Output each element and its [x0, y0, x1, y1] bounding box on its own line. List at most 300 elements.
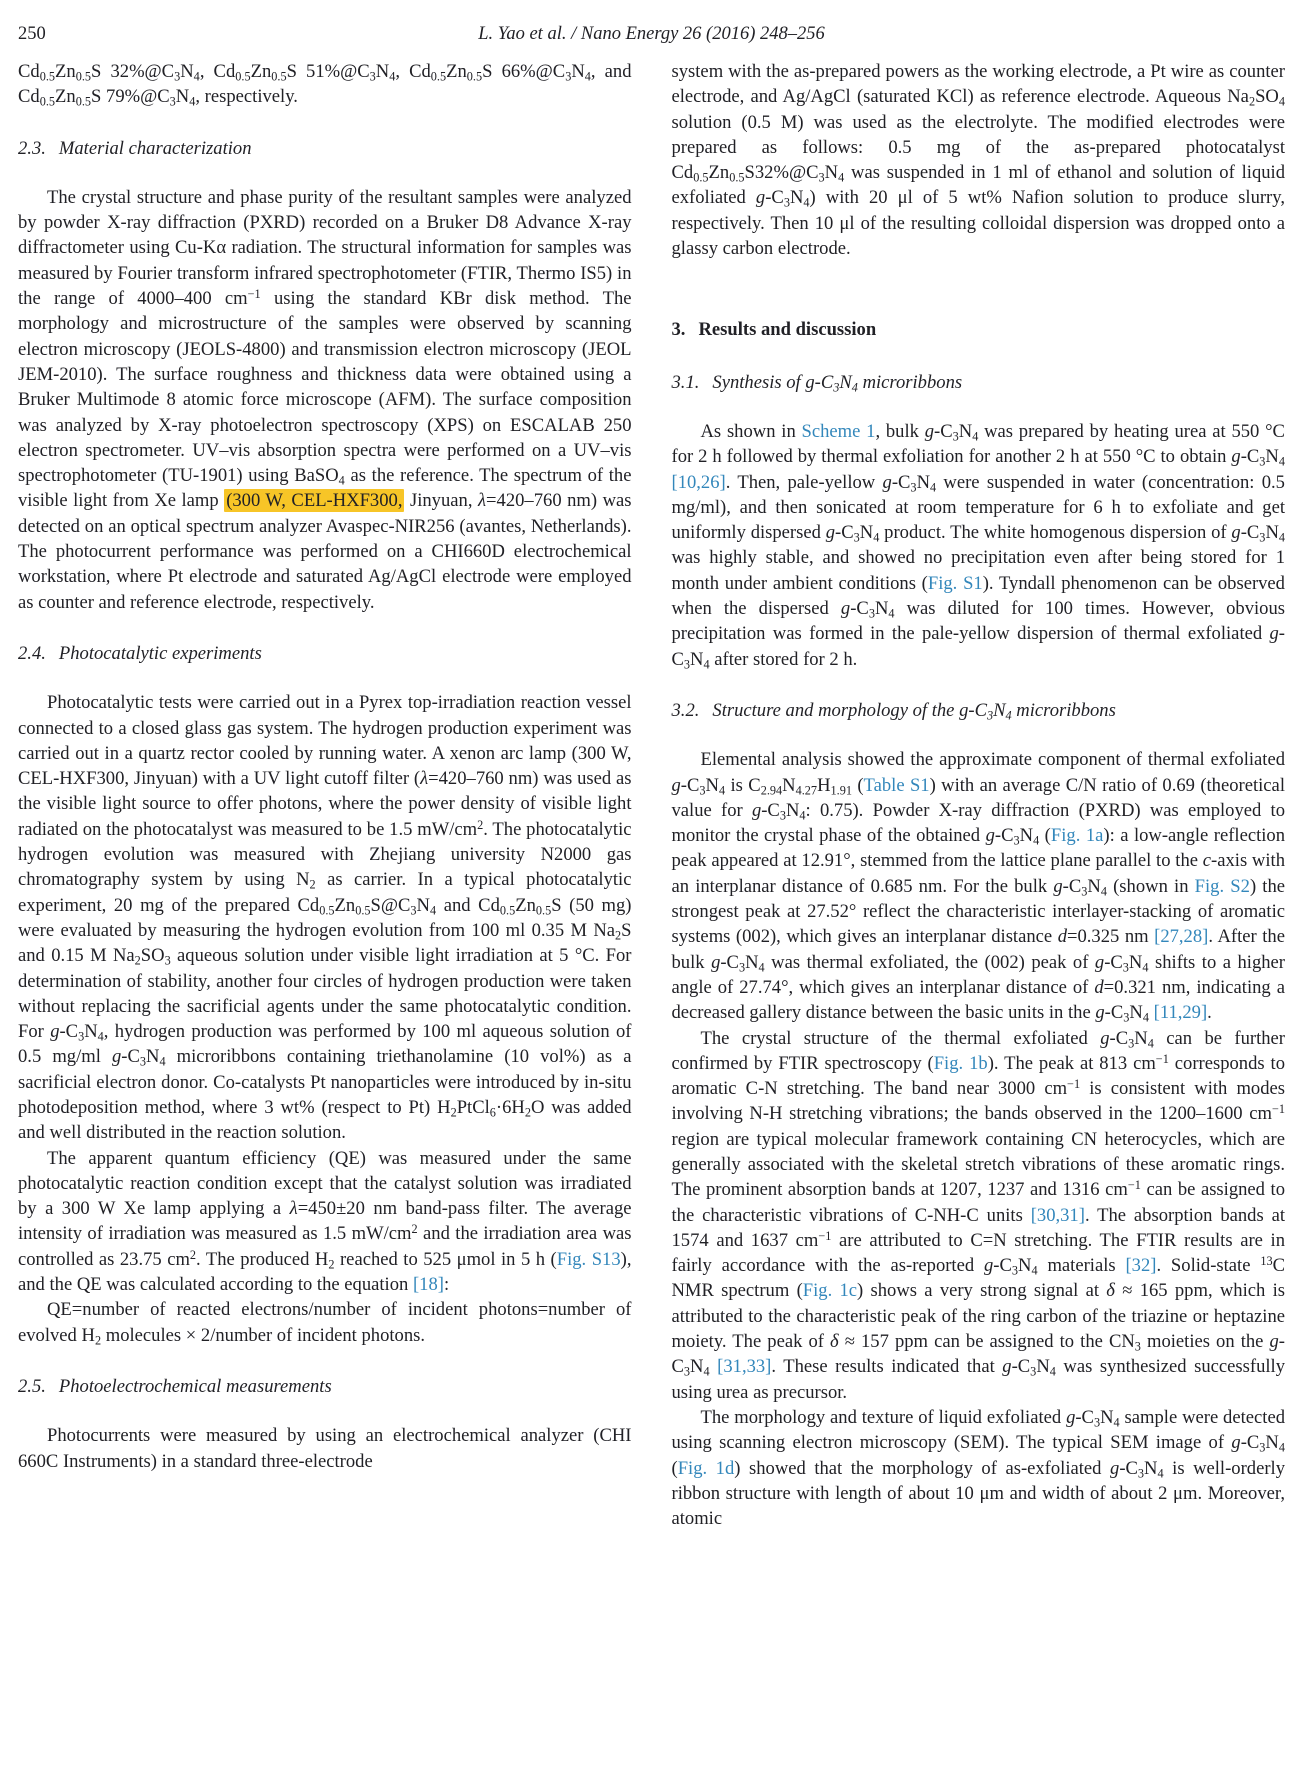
text-run: ( — [671, 1457, 678, 1479]
text-run: The crystal structure and phase purity of the resultant samples were analyzed by powder X-ray diffraction (PXRD) recorded on a Bruker D8 Advance X-ray diffractometer using Cu-Kα radiation. The structural information for samples was measured by Fourier transform infrared spectrophotometer (FTIR, Thermo IS5) in the range of 4000–400 cm — [18, 186, 632, 310]
text-run: −1 — [1271, 1102, 1285, 1117]
text-run: g — [825, 522, 836, 544]
text-run: . — [1207, 1002, 1212, 1024]
text-run: =420–760 nm) was detected on an optical spectrum analyzer Avaspec-NIR256 (avantes, Netherlands). The photocurrent performance was performed on a CHI660D electrochemical workstation, where Pt electrode and saturated Ag/AgCl electrode were employed as counter and reference electrode, respectively. — [18, 490, 632, 613]
text-run: 4 — [1157, 1465, 1164, 1480]
text-run: -C — [1011, 1356, 1031, 1378]
text-run: The apparent quantum efficiency (QE) was measured under the same photocatalytic reaction condition except that the catalyst solution was irradiated by a 300 W Xe lamp applying a — [18, 1147, 632, 1220]
text-run: 3 — [1013, 833, 1020, 848]
text-run: −1 — [818, 1228, 832, 1243]
text-run: Synthesis of g-C — [712, 371, 834, 393]
paragraph — [672, 1026, 1286, 1405]
text-run: ·6H — [495, 1096, 525, 1118]
left-column — [18, 59, 632, 1765]
scheme-1-link[interactable]: Scheme 1 — [801, 420, 876, 442]
text-run: SO — [1255, 86, 1279, 108]
text-run: 2 — [328, 1257, 335, 1272]
paragraph — [18, 59, 632, 110]
page-header — [18, 24, 1285, 50]
text-run: 0.5 — [466, 69, 483, 84]
text-run: 3 — [174, 69, 181, 84]
text-run: Jinyuan, — [404, 490, 478, 512]
text-run: Zn — [446, 61, 467, 82]
text-run: N — [839, 371, 852, 393]
text-run: 2 — [524, 1105, 531, 1120]
text-run: -C — [59, 1021, 79, 1043]
text-run: and Cd — [436, 894, 500, 916]
text-run: ≈ 157 ppm can be assigned to the CN — [838, 1331, 1135, 1353]
text-run: -axis with an interplanar distance of 0.685 nm. For the bulk — [671, 850, 1285, 897]
text-run: =0.325 nm — [1066, 926, 1155, 948]
paragraph — [18, 1146, 632, 1298]
text-run: 2 — [189, 1247, 197, 1262]
text-run: 4 — [1142, 1010, 1149, 1025]
text-run: can be further confirmed by FTIR spectroscopy ( — [671, 1027, 1285, 1074]
ref-11-29-link[interactable]: [11,29] — [1153, 1002, 1208, 1024]
ref-31-33-link[interactable]: [31,33] — [717, 1356, 772, 1378]
text-run: 0.5 — [693, 170, 709, 185]
text-run: ): a low-angle reflection peak appeared at 12.91°, stemmed from the lattice plane parallel to the — [671, 825, 1286, 872]
text-run: -C — [121, 1046, 140, 1068]
text-run: as the reference. The spectrum of the visible light from Xe lamp — [18, 465, 632, 512]
text-run: 3.2. — [671, 699, 700, 721]
text-run: 4 — [389, 69, 396, 84]
ref-10-26-link[interactable]: [10,26] — [671, 471, 726, 493]
fig-1d-link[interactable]: Fig. 1d — [677, 1457, 735, 1479]
text-run: -C — [835, 522, 854, 544]
text-run: ) the strongest peak at 27.52° reflect the characteristic interlayer-stacking of aromatic systems (002), which gives an interplanar distance — [671, 875, 1286, 948]
section-heading — [18, 641, 632, 666]
text-run: -C — [1119, 1457, 1138, 1479]
text-run: QE=number of reacted electrons/number of incident photons=number of evolved H — [18, 1299, 632, 1346]
text-run: 4 — [1142, 960, 1149, 975]
text-run: 4 — [429, 903, 437, 918]
text-run: S (50 mg) were evaluated by measuring the hydrogen evolution from 100 ml 0.35 M Na — [18, 894, 632, 941]
text-run: reached to 525 μmol in 5 h ( — [334, 1248, 557, 1270]
text-run: N — [1036, 1356, 1050, 1378]
text-run: S 51%@C — [286, 61, 370, 82]
text-run: ) shows a very strong signal at — [857, 1280, 1107, 1302]
text-run: Zn — [250, 61, 272, 82]
text-run: 2.94 — [760, 782, 783, 797]
text-run: , respectively. — [195, 86, 298, 108]
text-run: N — [874, 598, 889, 620]
text-run: 4 — [189, 94, 196, 109]
text-run: g — [1095, 1002, 1105, 1024]
text-run: 3 — [565, 69, 572, 84]
text-run: 0.5 — [75, 69, 92, 84]
text-run: N — [859, 522, 874, 544]
text-run: 0.5 — [355, 903, 371, 918]
text-run: 3 — [952, 429, 959, 444]
text-run: is well-orderly ribbon structure with length of about 10 μm and width of about 2 μm. Moreover, atomic — [671, 1457, 1285, 1530]
text-run: 3 — [779, 808, 786, 823]
text-run: g — [671, 774, 681, 796]
text-run: materials — [1037, 1255, 1126, 1277]
text-run: Zn — [708, 162, 730, 184]
text-run: 3 — [783, 195, 790, 210]
text-run: 4 — [1005, 708, 1012, 723]
text-run: -C — [1240, 522, 1260, 544]
text-run: molecules × 2/number of incident photons. — [101, 1324, 426, 1346]
text-run: S 79%@C — [91, 86, 170, 108]
text-run: g — [882, 471, 892, 493]
text-run: 4 — [1033, 833, 1040, 848]
text-run: -C — [994, 825, 1014, 847]
text-run: N — [785, 799, 800, 821]
text-run: -C — [1075, 1406, 1094, 1428]
text-run: microribbons — [1011, 699, 1116, 721]
paragraph — [18, 185, 632, 615]
text-run: : — [443, 1274, 450, 1296]
text-run: 4 — [851, 380, 858, 395]
text-run: . The absorption bands at 1574 and 1637 cm — [671, 1204, 1286, 1251]
text-run: 4.27 — [795, 782, 818, 797]
text-run: c — [1202, 850, 1212, 872]
text-run: 4 — [838, 170, 845, 185]
ref-18-link[interactable]: [18] — [412, 1274, 444, 1296]
text-run: 2 — [1248, 94, 1256, 109]
text-run: S32%@C — [744, 162, 819, 184]
text-run: 0.5 — [319, 903, 335, 918]
text-run: =420–760 nm) was used as the visible light source to offer photons, where the power density of visible light radiated on the photocatalyst was measured to be 1.5 mW/cm — [18, 768, 632, 840]
section-heading — [18, 136, 632, 161]
text-run: 3 — [169, 94, 176, 109]
highlighted-text: (300 W, CEL-HXF300, — [226, 490, 403, 512]
text-run: λ — [420, 768, 429, 790]
text-run: 4 — [1278, 530, 1286, 545]
text-run: was diluted for 100 times. However, obvious precipitation was formed in the pale-yellow dispersion of thermal exfoliated — [671, 598, 1285, 645]
text-run: 3 — [868, 606, 875, 621]
text-run: are attributed to C=N stretching. The FTIR results are in fairly accordance with the as-reported — [671, 1229, 1285, 1277]
text-run: 2 — [94, 1333, 102, 1348]
text-run: =0.321 nm, indicating a decreased gallery distance between the basic units in the — [671, 976, 1285, 1024]
text-run: . These results indicated that — [771, 1356, 1003, 1378]
text-run: δ — [830, 1331, 839, 1353]
text-run: g — [1231, 446, 1241, 468]
text-run: 4 — [584, 69, 591, 84]
text-run: 0.5 — [535, 903, 552, 918]
ref-32-link[interactable]: [32] — [1125, 1255, 1157, 1277]
text-run: 2 — [615, 928, 622, 943]
text-run: N — [1087, 875, 1101, 897]
text-run: ). Tyndall phenomenon can be observed when the dispersed — [671, 572, 1285, 620]
text-run: ) with 20 μl of 5 wt% Nafion solution to produce slurry, respectively. Then 10 μl of the resulting colloidal dispersion was dropped onto a glassy carbon electrode. — [671, 187, 1285, 260]
text-run: . Then, pale-yellow — [725, 471, 883, 493]
text-run: N — [782, 774, 796, 796]
text-run: SO — [140, 945, 165, 967]
paragraph — [672, 747, 1286, 1025]
text-run: corresponds to aromatic C-N stretching. The band near 3000 cm — [671, 1052, 1285, 1100]
text-run: product. The white homogenous dispersion of — [879, 522, 1232, 544]
text-run: . The produced H — [196, 1248, 329, 1270]
text-run: ), and the QE was calculated according to the equation — [18, 1248, 632, 1296]
text-run: 2 — [477, 817, 484, 832]
text-run: . Solid-state — [1156, 1255, 1261, 1277]
text-run: H — [817, 774, 831, 796]
text-run: 3 — [1137, 1465, 1145, 1480]
text-run: were suspended in water (concentration: 0.5 mg/ml), and then sonicated at room temperature for 6 h to exfoliate and get uniformly dispersed — [671, 471, 1285, 544]
text-run: 0.5 — [499, 903, 516, 918]
text-run: N — [745, 951, 759, 973]
text-run: , bulk — [875, 420, 925, 442]
text-run: -C — [1240, 446, 1260, 468]
text-run: d — [1057, 926, 1067, 948]
text-run: Zn — [55, 86, 76, 108]
text-run: N — [571, 61, 585, 82]
text-run: . After the bulk — [671, 926, 1285, 973]
paragraph — [672, 1405, 1286, 1531]
text-run: -C — [1104, 951, 1123, 973]
text-run: 0.5 — [75, 94, 92, 109]
text-run: is C — [725, 774, 761, 796]
text-run: N — [180, 61, 194, 82]
text-run: −1 — [1127, 1178, 1141, 1193]
paragraph — [18, 690, 632, 1145]
text-run: N — [1265, 522, 1279, 544]
text-run: was prepared by heating urea at 550 °C for 2 h followed by thermal exfoliation for another 2 h at 550 °C to obtain — [671, 420, 1285, 468]
text-run: −1 — [247, 286, 261, 301]
text-run: 2 — [450, 1105, 457, 1120]
fig-s13-link[interactable]: Fig. S13 — [556, 1248, 621, 1270]
ref-27-28-link[interactable]: [27,28] — [1154, 926, 1209, 948]
text-run: -C — [671, 1331, 1285, 1378]
text-run: 3 — [699, 782, 706, 797]
text-run: -C — [934, 420, 953, 442]
text-run: -C — [850, 598, 869, 620]
text-run: g — [924, 420, 935, 442]
fig-s1-link[interactable]: Fig. S1 — [927, 572, 983, 594]
text-run: N — [1134, 1027, 1148, 1049]
text-run: -C — [720, 951, 739, 973]
text-run: 3 — [78, 1029, 85, 1044]
table-s1-link[interactable]: Table S1 — [863, 774, 930, 796]
text-run: -C — [1062, 875, 1082, 897]
running-title: L. Yao et al. / Nano Energy 26 (2016) 248–256 — [478, 24, 825, 44]
section-heading — [672, 698, 1286, 723]
text-run: -C — [1109, 1027, 1129, 1049]
text-run: Photoelectrochemical measurements — [58, 1375, 332, 1397]
text-run: Cd — [18, 61, 40, 82]
text-run: 4 — [1031, 1263, 1038, 1278]
text-run: 2 — [411, 1222, 418, 1237]
text-run: g — [1100, 1027, 1110, 1049]
text-run: λ — [289, 1198, 298, 1220]
section-heading — [672, 317, 1286, 342]
text-run: Elemental analysis showed the approximate component of thermal exfoliated — [700, 749, 1285, 771]
text-run: region are typical molecular framework containing CN heterocycles, which are generally associated with the skeletal stretch vibrations of these aromatic rings. The prominent absorption bands at 1207, 1237 and 1316 cm — [671, 1128, 1285, 1201]
page-number: 250 — [18, 24, 46, 44]
text-run: N — [916, 471, 930, 493]
text-run: 2.3. — [18, 137, 46, 159]
text-run: 4 — [159, 1054, 166, 1069]
text-run: 0.5 — [729, 170, 745, 185]
text-run: N — [958, 420, 973, 442]
text-run: S 66%@C — [482, 61, 566, 82]
text-run: As shown in — [700, 420, 802, 442]
text-run: C NMR spectrum ( — [671, 1255, 1285, 1302]
text-run: system with the as-prepared powers as the working electrode, a Pt wire as counter electrode, and Ag/AgCl (saturated KCl) as reference electrode. Aqueous Na — [671, 61, 1285, 108]
text-run: moieties on the — [1140, 1331, 1270, 1353]
text-run: 4 — [193, 69, 200, 84]
text-run: Photocatalytic tests were carried out in a Pyrex top-irradiation reaction vessel connected to a closed glass gas system. The hydrogen production experiment was carried out in a quartz rector cooled by running water. A xenon arc lamp (300 W, CEL-HXF300, Jinyuan) with a UV light cutoff filter ( — [18, 692, 632, 790]
text-run: N — [1100, 1406, 1114, 1428]
fig-1a-link[interactable]: Fig. 1a — [1050, 825, 1104, 847]
text-run: 4 — [703, 1364, 710, 1379]
text-run: 4 — [1100, 884, 1107, 899]
text-run: 2 — [134, 953, 141, 968]
text-run: was highly stable, and showed no precipitation even after being stored for 1 month under ambient conditions ( — [671, 547, 1285, 594]
text-run: 3 — [1259, 454, 1266, 469]
text-run: The morphology and texture of liquid exfoliated — [700, 1406, 1067, 1428]
text-run: 2 — [309, 877, 316, 892]
text-run: N — [690, 648, 704, 670]
text-run: g — [755, 187, 766, 209]
text-run: N — [146, 1046, 160, 1068]
text-run: g — [1002, 1356, 1012, 1378]
two-column-body — [18, 59, 1285, 1765]
text-run: 4 — [803, 195, 810, 210]
text-run: 0.5 — [39, 69, 56, 84]
text-run: 3 — [910, 479, 917, 494]
fig-1c-link[interactable]: Fig. 1c — [802, 1280, 858, 1302]
text-run: Photocurrents were measured by using an electrochemical analyzer (CHI 660C Instruments) in a standard three-electrode — [18, 1425, 632, 1472]
text-run: , hydrogen production was performed by 100 ml aqueous solution of 0.5 mg/ml — [18, 1021, 632, 1068]
text-run: Zn — [55, 61, 76, 82]
text-run: =450±20 nm band-pass filter. The average intensity of irradiation was measured as 1.5 mW/cm — [18, 1198, 632, 1245]
text-run: 3 — [853, 530, 860, 545]
text-run: Zn — [515, 894, 536, 916]
text-run: -C — [1104, 1002, 1124, 1024]
text-run: g — [1231, 522, 1241, 544]
text-run: 3.1. — [671, 371, 700, 393]
text-run: is consistent with modes involving N-H stretching vibrations; the bands observed in the 1200–1600 cm — [671, 1078, 1285, 1125]
text-run: g — [50, 1021, 60, 1043]
text-run: g — [1053, 875, 1063, 897]
fig-s2-link[interactable]: Fig. S2 — [1194, 875, 1250, 897]
text-run: 4 — [1278, 454, 1285, 469]
text-run: 3 — [683, 657, 691, 672]
text-run: -C — [1240, 1432, 1260, 1454]
text-run: shifts to a higher angle of 27.74°, which gives an interplanar distance of — [671, 951, 1285, 998]
text-run: g — [1110, 1457, 1120, 1479]
text-run: 4 — [758, 960, 765, 975]
text-run: 3 — [833, 380, 840, 395]
text-run: microribbons — [857, 371, 963, 393]
text-run: 3 — [1259, 530, 1266, 545]
text-run: ) showed that the morphology of as-exfoliated — [734, 1457, 1111, 1479]
fig-1b-link[interactable]: Fig. 1b — [933, 1052, 988, 1074]
text-run: O was added and well distributed in the reaction solution. — [18, 1096, 632, 1144]
text-run: g — [985, 825, 995, 847]
text-run: S and 0.15 M Na — [18, 919, 632, 967]
text-run: g — [1066, 1406, 1076, 1428]
text-run: −1 — [1155, 1051, 1169, 1066]
text-run: S 32%@C — [91, 61, 175, 82]
paragraph — [672, 419, 1286, 672]
text-run: 4 — [1113, 1415, 1120, 1430]
text-run: N — [375, 61, 390, 82]
text-run: 3 — [1122, 960, 1129, 975]
text-run: N — [824, 162, 839, 184]
text-run: The crystal structure of the thermal exfoliated — [700, 1027, 1101, 1049]
text-run: Zn — [334, 894, 356, 916]
text-run: 3. — [671, 319, 686, 341]
text-run: (shown in — [1106, 875, 1195, 897]
ref-30-31-link[interactable]: [30,31] — [1030, 1204, 1085, 1226]
text-run: 4 — [1278, 1440, 1285, 1455]
text-run: 4 — [1147, 1035, 1154, 1050]
text-run: 4 — [972, 429, 979, 444]
text-run: 3 — [683, 1364, 691, 1379]
text-run: -C — [891, 471, 911, 493]
text-run: 4 — [799, 808, 806, 823]
text-run: can be assigned to the characteristic vibrations of C-NH-C units — [671, 1179, 1285, 1226]
text-run: was suspended in 1 ml of ethanol and solution of liquid exfoliated — [671, 162, 1285, 209]
text-run: . The photocatalytic hydrogen evolution was measured with Zhejiang university N2000 gas chromatography system by using N — [18, 818, 632, 891]
text-run: 0.5 — [271, 69, 287, 84]
text-run: g — [1231, 1432, 1241, 1454]
text-run: N — [416, 894, 430, 916]
text-run: λ — [477, 490, 487, 512]
text-run: -C — [671, 623, 1285, 670]
text-run: : 0.75). Powder X-ray diffraction (PXRD) was employed to monitor the crystal phase of the obtained — [671, 799, 1286, 847]
text-run: using the standard KBr disk method. The morphology and microstructure of the samples were observed by scanning electron microscopy (JEOLS-4800) and transmission electron microscopy (JEOL JEM-2010). The surface roughness and thickness data were obtained using a Bruker Multimode 8 atomic force microscope (AFM). The surface composition was analyzed by X-ray photoelectron spectroscopy (XPS) on ESCALAB 250 electron spectrometer. UV–vis absorption spectra were performed on a UV–vis spectrophotometer (TU-1901) using BaSO — [18, 288, 632, 487]
text-run: N — [84, 1021, 98, 1043]
text-run: -C — [761, 799, 780, 821]
text-run: 3 — [1123, 1010, 1130, 1025]
text-run: N — [1129, 1002, 1143, 1024]
paragraph — [18, 1297, 632, 1348]
text-run: g — [1094, 951, 1105, 973]
text-run: aqueous solution under visible light irradiation at 5 °C. For determination of stability, another four circles of hydrogen production were taken without replacing the sacrificial agents under the same photocatalytic condition. For — [18, 945, 632, 1043]
text-run: 3 — [1030, 1364, 1037, 1379]
text-run: N — [789, 187, 804, 209]
paragraph — [672, 59, 1286, 261]
text-run: g — [751, 799, 762, 821]
text-run: S@C — [370, 894, 411, 916]
text-run: PtCl — [456, 1096, 490, 1118]
text-run: 4 — [97, 1029, 104, 1044]
text-run: N — [1018, 1255, 1032, 1277]
text-run: 4 — [888, 606, 895, 621]
text-run: 0.5 — [39, 94, 56, 109]
text-run: 4 — [338, 473, 345, 488]
text-run: 3 — [1134, 1339, 1141, 1354]
text-run: 0.5 — [430, 69, 447, 84]
section-heading — [672, 370, 1286, 395]
text-run: -C — [680, 774, 700, 796]
text-run: ). The peak at 813 cm — [987, 1052, 1156, 1074]
text-run: 3 — [1093, 1415, 1101, 1430]
text-run: N — [1144, 1457, 1158, 1479]
text-run: 2.5. — [18, 1375, 46, 1397]
text-run: 3 — [1011, 1263, 1019, 1278]
text-run: N — [1128, 951, 1143, 973]
text-run: 3 — [1128, 1035, 1135, 1050]
text-run: , Cd — [395, 61, 431, 82]
text-run: 4 — [703, 657, 710, 672]
text-run: ) with an average C/N ratio of 0.69 (theoretical value for — [671, 774, 1285, 821]
text-run: and the irradiation area was controlled as 23.75 cm — [18, 1223, 632, 1270]
text-run: g — [1269, 623, 1279, 645]
text-run: Results and discussion — [698, 319, 877, 341]
text-run: 3 — [164, 953, 171, 968]
text-run: 6 — [489, 1105, 496, 1120]
text-run: g — [111, 1046, 122, 1068]
text-run: δ — [1106, 1280, 1115, 1302]
text-run: N — [1019, 825, 1034, 847]
